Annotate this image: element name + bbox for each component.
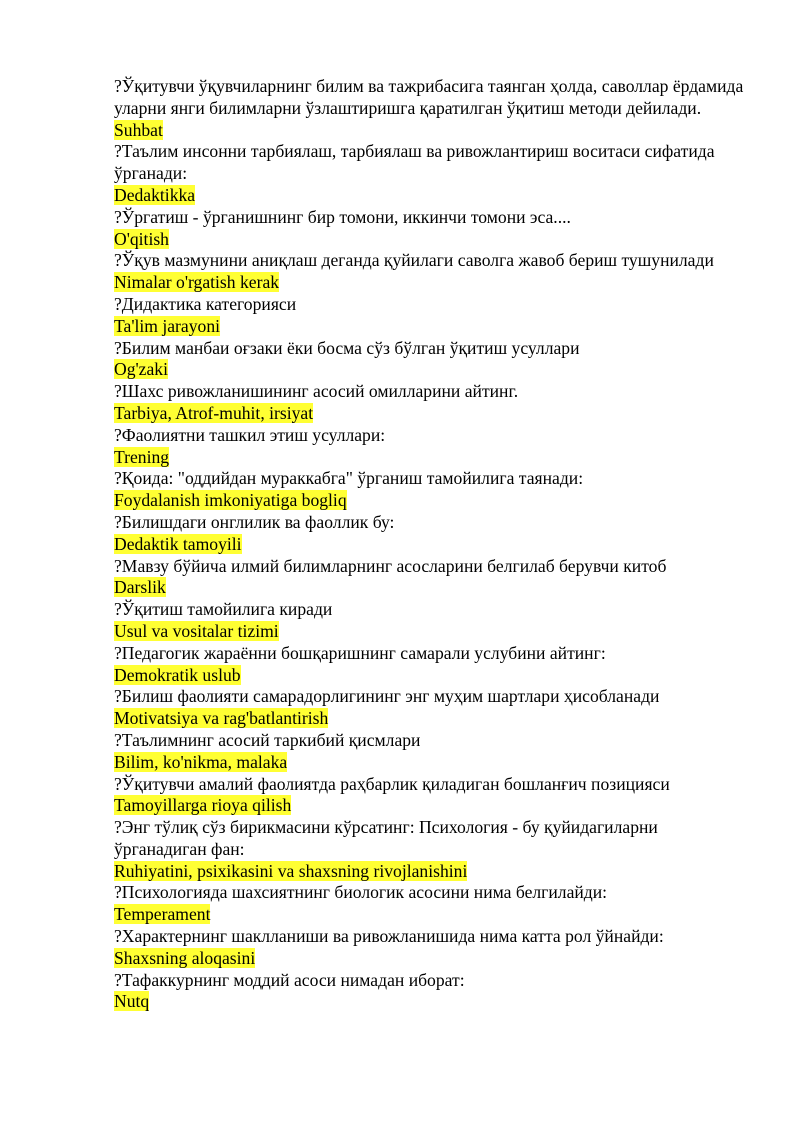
question-text: ?Ўқитувчи амалий фаолиятда раҳбарлик қиладиган бошланғич позицияси [114,773,670,794]
qa-item-15 [114,730,754,774]
qa-item-10 [114,512,754,556]
qa-item-3 [114,207,754,251]
answer-highlight: Temperament [114,904,211,925]
answer-highlight: Trening [114,446,170,467]
qa-item-20 [114,970,754,1014]
answer-highlight: Usul va vositalar tizimi [114,620,279,641]
question-text: ?Мавзу бўйича илмий билимларнинг асосларини белгилаб берувчи китоб [114,555,667,576]
answer-highlight: Nimalar o'rgatish kerak [114,272,280,293]
qa-item-19 [114,926,754,970]
answer-highlight: Ruhiyatini, psixikasini va shaxsning rivojlanishini [114,860,468,881]
qa-item-7 [114,381,754,425]
question-text: ?Ўқитувчи ўқувчиларнинг билим ва тажрибасига таянган ҳолда, саволлар ёрдамида уларни янги билимларни ўзлаштиришга қаратилган ўқитиш методи дейилади. [114,76,744,118]
question-text: ?Таълим инсонни тарбиялаш, тарбиялаш ва ривожлантириш воситаси сифатида ўрганади: [114,141,715,184]
qa-item-16 [114,774,754,818]
answer-highlight: Suhbat [114,119,163,140]
qa-item-4 [114,250,754,294]
question-text: ?Дидактика категорияси [114,293,297,314]
question-text: ?Тафаккурнинг моддий асоси нимадан иборат: [114,969,465,990]
question-text: ?Билиш фаолияти самарадорлигининг энг муҳим шартлари ҳисобланади [114,686,660,707]
qa-item-6 [114,338,754,382]
answer-highlight: Darslik [114,577,166,598]
answer-highlight: Shaxsning aloqasini [114,947,256,968]
question-text: ?Педагогик жараённи бошқаришнинг самарали услубини айтинг: [114,642,606,663]
question-text: ?Ўқитиш тамойилига киради [114,599,333,620]
qa-item-5 [114,294,754,338]
question-text: ?Энг тўлиқ сўз бирикмасини кўрсатинг: Психология - бу қуйидагиларни ўрганадиган фан: [114,817,658,859]
question-text: ?Психологияда шахсиятнинг биологик асосини нима белгилайди: [114,882,608,903]
qa-item-1 [114,76,754,141]
question-text: ?Шахс ривожланишининг асосий омилларини айтинг. [114,381,519,402]
question-text: ?Билишдаги онглилик ва фаоллик бу: [114,511,395,532]
qa-item-14 [114,686,754,730]
answer-highlight: Dedaktik tamoyili [114,533,242,554]
qa-item-9 [114,468,754,512]
answer-highlight: O'qitish [114,228,169,249]
qa-item-2 [114,141,754,206]
question-text: ?Характернинг шаклланиши ва ривожланишида нима катта рол ўйнайди: [114,926,664,947]
question-text: ?Қоида: "оддийдан мураккабга" ўрганиш тамойилига таянади: [114,468,584,489]
answer-highlight: Og'zaki [114,359,168,380]
document-page [114,76,754,1013]
answer-highlight: Motivatsiya va rag'batlantirish [114,708,329,729]
answer-highlight: Ta'lim jarayoni [114,315,221,336]
question-text: ?Ўргатиш - ўрганишнинг бир томони, иккинчи томони эса.... [114,206,571,227]
qa-item-11 [114,556,754,600]
qa-item-13 [114,643,754,687]
question-text: ?Ўқув мазмунини аниқлаш деганда қуйилаги саволга жавоб бериш тушунилади [114,250,714,271]
qa-item-18 [114,882,754,926]
question-text: ?Фаолиятни ташкил этиш усуллари: [114,424,386,445]
answer-highlight: Foydalanish imkoniyatiga bogliq [114,490,347,511]
qa-item-8 [114,425,754,469]
answer-highlight: Demokratik uslub [114,664,241,685]
answer-highlight: Nutq [114,991,150,1012]
question-text: ?Билим манбаи оғзаки ёки босма сўз бўлган ўқитиш усуллари [114,337,580,358]
question-text: ?Таълимнинг асосий таркибий қисмлари [114,729,421,750]
answer-highlight: Tamoyillarga rioya qilish [114,795,292,816]
qa-item-12 [114,599,754,643]
answer-highlight: Tarbiya, Atrof-muhit, irsiyat [114,402,314,423]
answer-highlight: Bilim, ko'nikma, malaka [114,751,288,772]
answer-highlight: Dedaktikka [114,184,196,205]
qa-item-17 [114,817,754,882]
